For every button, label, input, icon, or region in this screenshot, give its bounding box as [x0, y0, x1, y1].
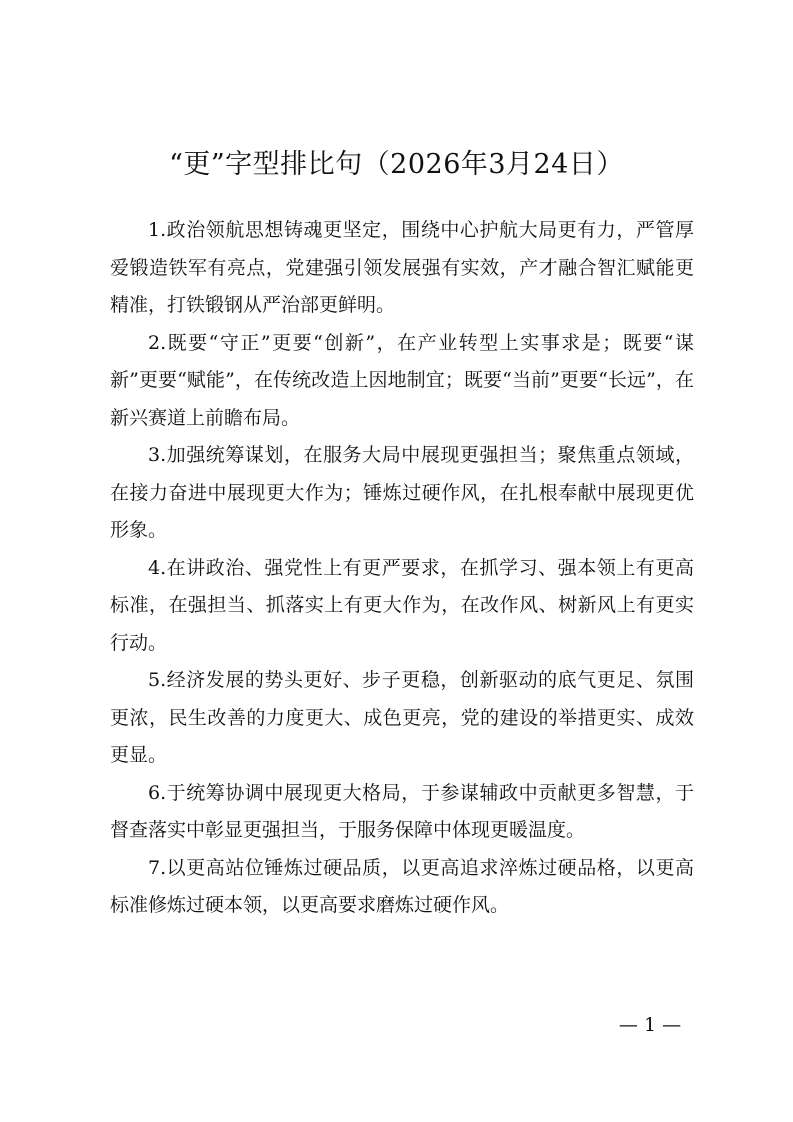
page-number: — 1 —	[618, 1014, 682, 1036]
paragraph-5: 5.经济发展的势头更好、步子更稳，创新驱动的底气更足、氛围更浓，民生改善的力度更大、成色更亮，党的建设的举措更实、成效更显。	[110, 669, 694, 766]
document-body	[110, 212, 694, 925]
paragraph-3: 3.加强统筹谋划，在服务大局中展现更强担当；聚焦重点领域，在接力奋进中展现更大作为；锤炼过硬作风，在扎根奉献中展现更优形象。	[110, 444, 694, 541]
paragraph-7: 7.以更高站位锤炼过硬品质，以更高追求淬炼过硬品格，以更高标准修炼过硬本领，以更高要求磨炼过硬作风。	[110, 856, 694, 916]
document-title: “更”字型排比句（2026年3月24日）	[169, 149, 624, 180]
paragraph-6: 6.于统筹协调中展现更大格局，于参谋辅政中贡献更多智慧，于督查落实中彰显更强担当，于服务保障中体现更暖温度。	[110, 781, 694, 841]
paragraph-1: 1.政治领航思想铸魂更坚定，围绕中心护航大局更有力，严管厚爱锻造铁军有亮点，党建强引领发展强有实效，产才融合智汇赋能更精准，打铁锻钢从严治部更鲜明。	[110, 219, 694, 316]
paragraph-4: 4.在讲政治、强党性上有更严要求，在抓学习、强本领上有更高标准，在强担当、抓落实上有更大作为，在改作风、树新风上有更实行动。	[110, 556, 694, 654]
paragraph-2: 2.既要“守正”更要“创新”，在产业转型上实事求是；既要“谋新”更要“赋能”，在传统改造上因地制宜；既要“当前”更要“长远”，在新兴赛道上前瞻布局。	[110, 331, 694, 429]
